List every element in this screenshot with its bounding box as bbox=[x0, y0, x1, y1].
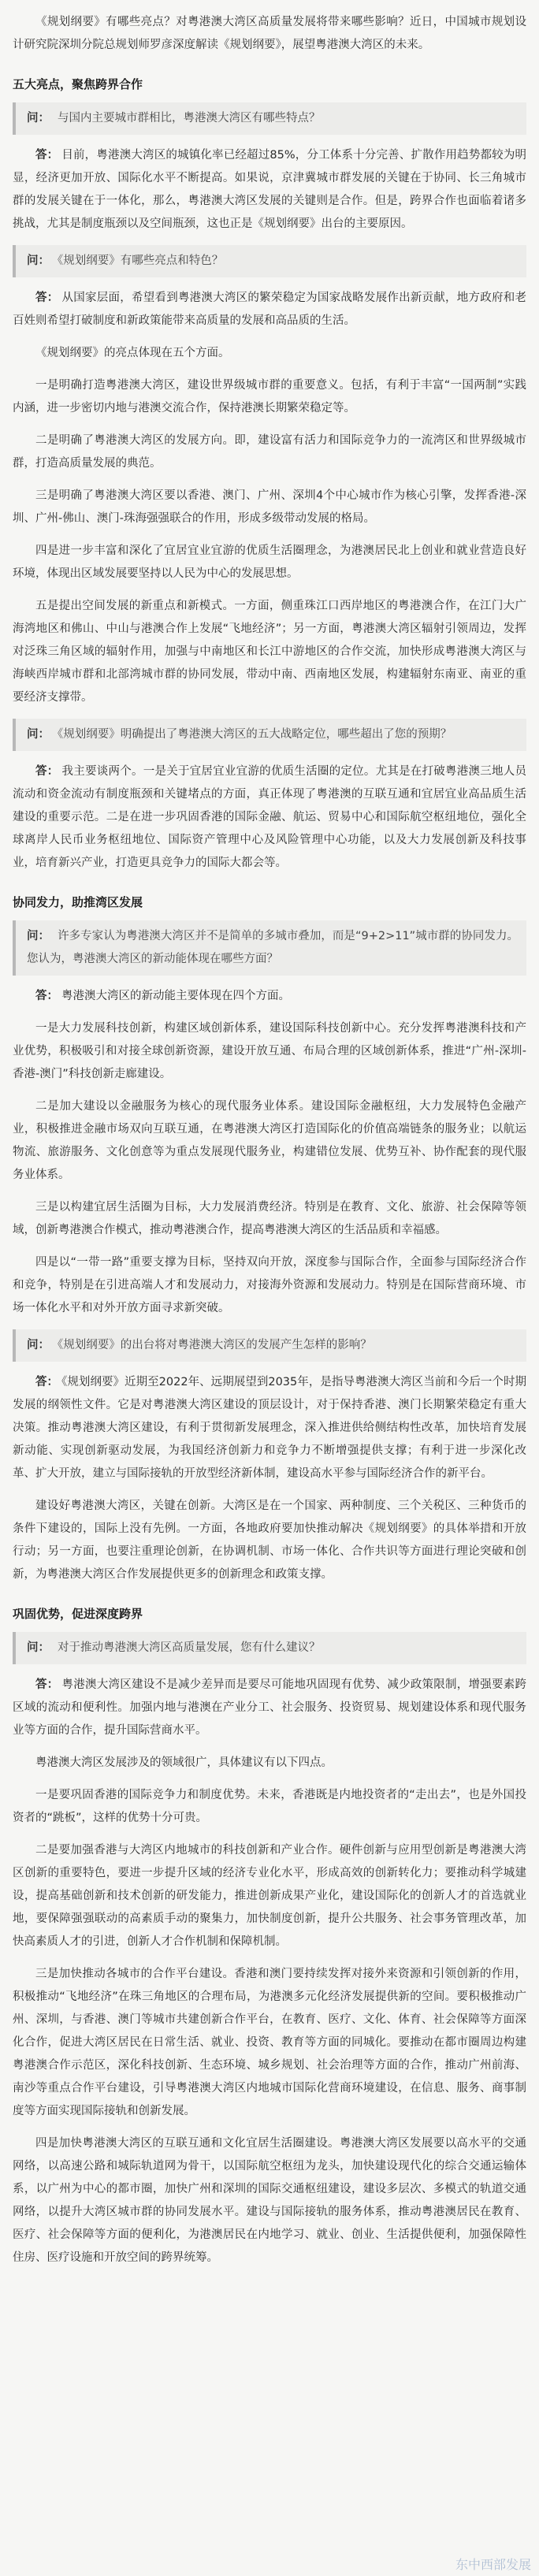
answer-paragraph bbox=[13, 985, 526, 1008]
question-label: 问： bbox=[27, 1641, 50, 1654]
answer-text: 粤港澳大湾区的新动能主要体现在四个方面。 bbox=[61, 990, 290, 1002]
question-paragraph bbox=[27, 925, 519, 971]
body-paragraph: 三是以构建宜居生活圈为目标，大力发展消费经济。特别是在教育、文化、旅游、社会保障等领域，创新粤港澳合作模式，推动粤港澳合作，提高粤港澳大湾区的生活品质和幸福感。 bbox=[13, 1201, 526, 1236]
body-paragraph: 四是加快粤港澳大湾区的互联互通和文化宜居生活圈建设。粤港澳大湾区发展要以高水平的交通网络，以高速公路和城际轨道网为骨干，以国际航空枢纽为龙头，加快建设现代化的综合交通运输体系，以广州为中心的都市圈，加快广州和深圳的国际交通枢纽建设，建设多层次、多模式的轨道交通网络，以提升大湾区城市群的协同发展水平。建设与国际接轨的服务体系，推动粤港澳居民在教育、医疗、社会保障等方面的便利化，为港澳居民在内地学习、就业、创业、生活提供便利，加强保障性住房、医疗设施和开放空间的跨界统筹。 bbox=[13, 2137, 526, 2264]
question-block bbox=[13, 1329, 526, 1362]
watermark: 东中西部发展 bbox=[455, 2557, 531, 2572]
body-paragraph: 一是大力发展科技创新，构建区域创新体系，建设国际科技创新中心。充分发挥粤港澳科技和产业优势，积极吸引和对接全球创新资源，建设开放互通、布局合理的区域创新体系，推进“广州-深圳-香港-澳门”科技创新走廊建设。 bbox=[13, 1022, 526, 1080]
section-heading: 巩固优势，促进深度跨界 bbox=[13, 1607, 143, 1621]
body-paragraph: 建设好粤港澳大湾区，关键在创新。大湾区是在一个国家、两种制度、三个关税区、三种货币的条件下建设的，国际上没有先例。一方面，各地政府要加快推动解决《规划纲要》的具体举措和开放行动；另一方面，也要注重理论创新，在协调机制、市场一体化、合作共识等方面进行理论突破和创新，为粤港澳大湾区合作发展提供更多的创新理念和政策支撑。 bbox=[13, 1500, 526, 1581]
sections-container bbox=[13, 72, 526, 2269]
body-paragraph: 二是要加强香港与大湾区内地城市的科技创新和产业合作。硬件创新与应用型创新是粤港澳大湾区创新的重要特色，要进一步提升区域的经济专业化水平，形成高效的创新转化力；要推动科学城建设，提高基础创新和技术创新的研发能力，推进创新成果产业化，建设国际化的创新人才的首选就业地，要保障强强联动的高素质手动的聚集力，加快制度创新，提升公共服务、社会事务管理改革，加快高素质人才的引进，创新人才合作机制和保障机制。 bbox=[13, 1844, 526, 1948]
body-paragraph: 三是明确了粤港澳大湾区要以香港、澳门、广州、深圳4个中心城市作为核心引擎，发挥香港-深圳、广州-佛山、澳门-珠海强强联合的作用，形成多级带动发展的格局。 bbox=[13, 489, 526, 525]
question-paragraph bbox=[27, 107, 519, 130]
question-paragraph bbox=[27, 723, 519, 746]
question-paragraph bbox=[27, 1334, 519, 1357]
answer-label: 答： bbox=[35, 149, 59, 162]
answer-paragraph bbox=[13, 760, 526, 875]
body-paragraph: 四是进一步丰富和深化了宜居宜业宜游的优质生活圈理念，为港澳居民北上创业和就业营造良好环境，体现出区域发展要坚持以人民为中心的发展思想。 bbox=[13, 545, 526, 580]
answer-paragraph bbox=[13, 144, 526, 236]
answer-text: 我主要谈两个。一是关于宜居宜业宜游的优质生活圈的定位。尤其是在打破粤港澳三地人员流动和资金流动有制度瓶颈和关键堵点的方面，真正体现了粤港澳的互联互通和宜居宜业高品质生活建设的重要示范。二是在进一步巩固香港的国际金融、航运、贸易中心和国际航空枢纽地位，强化全球离岸人民币业务枢纽地位、国际资产管理中心及风险管理中心功能，以及大力发展创新及科技事业，培育新兴产业，打造更具竞争力的国际大都会等。 bbox=[13, 765, 527, 869]
question-paragraph bbox=[27, 250, 519, 273]
body-paragraph: 粤港澳大湾区发展涉及的领域很广，具体建议有以下四点。 bbox=[35, 1756, 333, 1769]
question-text: 对于推动粤港澳大湾区高质量发展，您有什么建议？ bbox=[58, 1641, 321, 1654]
answer-label: 答： bbox=[35, 765, 59, 778]
question-block bbox=[13, 245, 526, 277]
section-heading: 协同发力，助推湾区发展 bbox=[13, 895, 143, 909]
question-label: 问： bbox=[27, 728, 50, 741]
question-text: 《规划纲要》有哪些亮点和特色？ bbox=[58, 255, 224, 267]
answer-text: 《规划纲要》近期至2022年、远期展望到2035年，是指导粤港澳大湾区当前和今后一个时期发展的纲领性文件。它是对粤港澳大湾区建设的顶层设计，对于保持香港、澳门长期繁荣稳定有重大决策。推动粤港澳大湾区建设，有利于贯彻新发展理念，深入推进供给侧结构性改革，加快培育发展新动能、实现创新驱动发展，为我国经济创新力和竞争力不断增强提供支撑；有利于进一步深化改革、扩大开放，建立与国际接轨的开放型经济新体制，建设高水平参与国际经济合作的新平台。 bbox=[13, 1376, 526, 1480]
question-block bbox=[13, 920, 526, 976]
question-text: 许多专家认为粤港澳大湾区并不是简单的多城市叠加，而是“9+2>11”城市群的协同发力。您认为，粤港澳大湾区的新动能体现在哪些方面？ bbox=[27, 930, 519, 965]
question-label: 问： bbox=[27, 112, 50, 125]
question-block bbox=[13, 719, 526, 751]
answer-label: 答： bbox=[35, 1376, 59, 1388]
answer-text: 粤港澳大湾区建设不是减少差异而是要尽可能地巩固现有优势、减少政策限制，增强要素跨区域的流动和便利性。加强内地与港澳在产业分工、社会服务、投资贸易、规划建设体系和现代服务业等方面的合作，提升国际营商水平。 bbox=[13, 1678, 527, 1737]
body-paragraph: 一是明确打造粤港澳大湾区，建设世界级城市群的重要意义。包括，有利于丰富“一国两制”实践内涵，进一步密切内地与港澳交流合作，保持港澳长期繁荣稳定等。 bbox=[13, 379, 526, 414]
question-label: 问： bbox=[27, 930, 50, 942]
answer-paragraph bbox=[13, 287, 526, 333]
answer-text: 从国家层面，希望看到粤港澳大湾区的繁荣稳定为国家战略发展作出新贡献，地方政府和老百姓则希望打破制度和新政策能带来高质量的发展和高品质的生活。 bbox=[13, 292, 527, 327]
question-text: 《规划纲要》明确提出了粤港澳大湾区的五大战略定位，哪些超出了您的预期？ bbox=[58, 728, 452, 741]
question-text: 与国内主要城市群相比，粤港澳大湾区有哪些特点？ bbox=[58, 112, 321, 125]
body-paragraph: 四是以“一带一路”重要支撑为目标，坚持双向开放，深度参与国际合作，全面参与国际经济合作和竞争，特别是在引进高端人才和发展动力，对接海外资源和发展动力。特别是在国际营商环境、市场一体化水平和对外开放方面寻求新突破。 bbox=[13, 1256, 526, 1314]
answer-label: 答： bbox=[35, 990, 58, 1002]
body-paragraph: 二是加大建设以金融服务为核心的现代服务业体系。建设国际金融枢纽，大力发展特色金融产业，积极推进金融市场双向互联互通，在粤港澳大湾区打造国际化的价值高端链条的服务业；以航运物流、旅游服务、文化创意等为重点发展现代服务业，构建错位发展、优势互补、协作配套的现代服务业体系。 bbox=[13, 1100, 526, 1181]
section-heading: 五大亮点，聚焦跨界合作 bbox=[13, 77, 143, 91]
answer-paragraph bbox=[13, 1674, 526, 1742]
answer-label: 答： bbox=[35, 292, 59, 304]
body-paragraph: 五是提出空间发展的新重点和新模式。一方面，侧重珠江口西岸地区的粤港澳合作，在江门大广海湾地区和佛山、中山与港澳合作上发展“飞地经济”；另一方面，粤港澳大湾区辐射引领周边，发挥对泛珠三角区域的辐射作用，加强与中南地区和长江中游地区的合作交流，加快形成粤港澳大湾区与海峡西岸城市群和北部湾城市群的协同发展，带动中南、西南地区发展，构建辐射东南亚、南亚的重要经济支撑带。 bbox=[13, 600, 526, 704]
question-label: 问： bbox=[27, 255, 50, 267]
answer-label: 答： bbox=[35, 1678, 59, 1691]
question-block bbox=[13, 1632, 526, 1664]
question-paragraph bbox=[27, 1637, 519, 1660]
body-paragraph: 三是加快推动各城市的合作平台建设。香港和澳门要持续发挥对接外来资源和引领创新的作用，积极推动“飞地经济”在珠三角地区的合理布局，为港澳多元化经济发展提供新的空间。要积极推动广州、深圳，与香港、澳门等城市共建创新合作平台，在教育、医疗、文化、体育、社会保障等方面深化合作，促进大湾区居民在日常生活、就业、投资、教育等方面的同城化。要推动在都市圈周边构建粤港澳合作示范区，深化科技创新、生态环境、城乡规划、社会治理等方面的合作，推动广州前海、南沙等重点合作平台建设，引导粤港澳大湾区内地城市国际化营商环境建设，在信息、服务、商事制度等方面实现国际接轨和创新发展。 bbox=[13, 1968, 526, 2117]
answer-paragraph bbox=[13, 1371, 526, 1485]
question-label: 问： bbox=[27, 1339, 50, 1351]
body-paragraph: 《规划纲要》的亮点体现在五个方面。 bbox=[35, 347, 230, 359]
body-paragraph: 二是明确了粤港澳大湾区的发展方向。即，建设富有活力和国际竞争力的一流湾区和世界级城市群，打造高质量发展的典范。 bbox=[13, 434, 526, 470]
question-text: 《规划纲要》的出台将对粤港澳大湾区的发展产生怎样的影响？ bbox=[58, 1339, 372, 1351]
question-block bbox=[13, 102, 526, 135]
answer-text: 目前，粤港澳大湾区的城镇化率已经超过85%，分工体系十分完善、扩散作用趋势都较为明显，经济更加开放、国际化水平不断提高。如果说，京津冀城市群发展的关键在于协同、长三角城市群的发展关键在于一体化，那么，粤港澳大湾区发展的关键则是合作。但是，跨界合作也面临着诸多挑战，尤其是制度瓶颈以及空间瓶颈，这也正是《规划纲要》出台的主要原因。 bbox=[13, 149, 526, 230]
body-paragraph: 一是要巩固香港的国际竞争力和制度优势。未来，香港既是内地投资者的“走出去”，也是外国投资者的“跳板”，这样的优势十分可贵。 bbox=[13, 1789, 526, 1824]
intro-paragraph: 《规划纲要》有哪些亮点？对粤港澳大湾区高质量发展将带来哪些影响？近日，中国城市规划设计研究院深圳分院总规划师罗彦深度解读《规划纲要》，展望粤港澳大湾区的未来。 bbox=[13, 16, 526, 51]
